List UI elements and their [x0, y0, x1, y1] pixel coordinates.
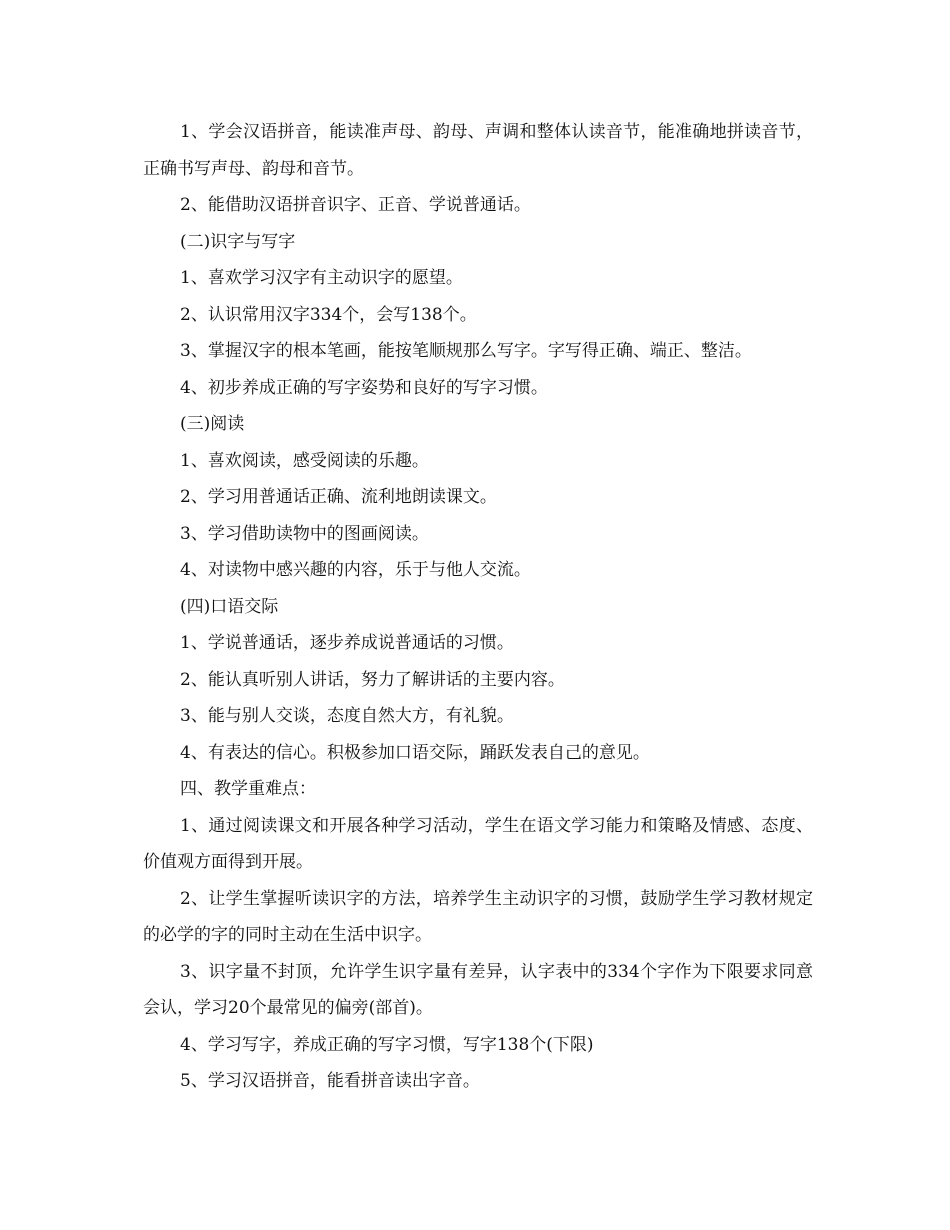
paragraph-10: 2、学习用普通话正确、流利地朗读课文。: [180, 487, 497, 507]
paragraph-11: 3、学习借助读物中的图画阅读。: [180, 523, 429, 544]
paragraph-1: 1、学会汉语拼音，能读准声母、韵母、声调和整体认读音节，能准确地拼读音节，正确书写声母、韵母和音节。: [143, 122, 813, 179]
paragraph-2: 2、能借助汉语拼音识字、正音、学说普通话。: [180, 195, 531, 215]
paragraph-5: 2、认识常用汉字334个，会写138个。: [180, 304, 477, 325]
section-heading-literacy-writing: (二)识字与写字: [180, 231, 296, 252]
paragraph-23: 5、学习汉语拼音，能看拼音读出字音。: [180, 1071, 480, 1091]
paragraph-17: 4、有表达的信心。积极参加口语交际，踊跃发表自己的意见。: [180, 742, 650, 763]
paragraph-7: 4、初步养成正确的写字姿势和良好的写字习惯。: [180, 377, 548, 398]
paragraph-9: 1、喜欢阅读，感受阅读的乐趣。: [180, 450, 429, 471]
paragraph-16: 3、能与别人交谈，态度自然大方，有礼貌。: [180, 706, 514, 726]
document-body: [143, 114, 813, 1100]
paragraph-20: 2、让学生掌握听读识字的方法，培养学生主动识字的习惯，鼓励学生学习教材规定的必学的字的同时主动在生活中识字。: [143, 888, 813, 945]
paragraph-4: 1、喜欢学习汉字有主动识字的愿望。: [180, 268, 463, 288]
paragraph-19: 1、通过阅读课文和开展各种学习活动，学生在语文学习能力和策略及情感、态度、价值观方面得到开展。: [143, 815, 813, 872]
section-heading-reading: (三)阅读: [180, 414, 245, 434]
section-heading-key-difficulties: 四、教学重难点：: [180, 779, 316, 799]
paragraph-22: 4、学习写字，养成正确的写字习惯，写字138个(下限): [180, 1034, 594, 1055]
paragraph-21: 3、识字量不封顶，允许学生识字量有差异，认字表中的334个字作为下限要求同意会认，学习20个最常见的偏旁(部首)。: [143, 961, 813, 1018]
section-heading-oral-communication: (四)口语交际: [180, 596, 279, 617]
paragraph-6: 3、掌握汉字的根本笔画，能按笔顺规那么写字。字写得正确、端正、整洁。: [180, 341, 752, 361]
paragraph-15: 2、能认真听别人讲话，努力了解讲话的主要内容。: [180, 669, 565, 690]
paragraph-14: 1、学说普通话，逐步养成说普通话的习惯。: [180, 633, 514, 653]
paragraph-12: 4、对读物中感兴趣的内容，乐于与他人交流。: [180, 560, 531, 580]
